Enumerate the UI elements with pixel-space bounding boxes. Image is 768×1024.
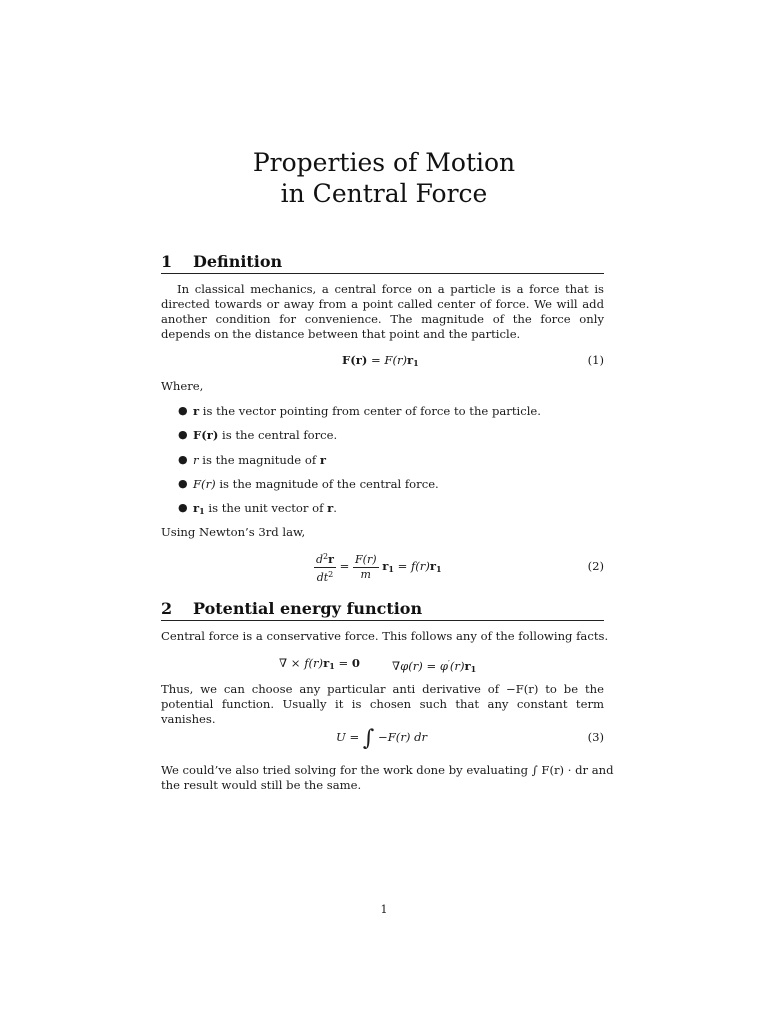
equation-1-number: (1) [587, 353, 604, 367]
eq3-lhs: U [336, 730, 346, 744]
equation-2-number: (2) [587, 559, 604, 573]
bullet-5-text: is the unit vector of [204, 501, 328, 515]
eq2-force-over-mass: $\frac{F(r)}{m}$ [355, 552, 377, 581]
bullet-3-text: is the magnitude of [198, 453, 320, 467]
eq1-lhs: F(r) [342, 353, 368, 367]
curl-equation: ∇ × $f(r)r_1 = 0$ [279, 656, 360, 671]
bullet-1-symbol: r [193, 404, 200, 418]
page-number: 1 [380, 903, 388, 916]
eq2-second-derivative: $\frac{d^2r}{dt^2}$ [316, 551, 334, 584]
eq2-f-of-r: f(r) [410, 559, 430, 573]
paper-title [0, 147, 768, 209]
section-1-number: 1 [161, 252, 173, 271]
equation-3: U = ∫ −F(r) dr [336, 726, 428, 751]
section-1-title: Definition [193, 252, 283, 271]
section-2-number: 2 [161, 599, 173, 618]
bullet-2-text: is the central force. [218, 428, 338, 442]
work-paragraph-line-2: the result would still be the same. [161, 778, 362, 792]
bullet-3-tail: r [319, 453, 326, 467]
integral-sign: ∫ [362, 726, 375, 751]
where-label: Where, [161, 379, 204, 393]
eq1-unit-vector: r [407, 353, 414, 367]
title-line-1: Properties of Motion [252, 148, 516, 177]
section-2-rule [161, 620, 604, 621]
eq2-equals-1: = [335, 559, 354, 573]
eq3-integrand: −F(r) dr [378, 730, 428, 744]
bullet-5-tail: r [327, 501, 334, 515]
bullet-1-text: is the vector pointing from center of force to the particle. [199, 404, 541, 418]
potential-text: Thus, we can choose any particular anti derivative of −F(r) to be the potential function. Usually it is chosen such that any constant term vanishes. [161, 682, 604, 726]
bullet-5-subscript: 1 [199, 506, 205, 516]
newton-line: Using Newton’s 3rd law, [161, 525, 306, 539]
definition-paragraph [161, 282, 604, 342]
bullet-4-text: is the magnitude of the central force. [215, 477, 439, 491]
bullet-4-symbol: F(r) [193, 477, 216, 491]
eq2-equals-2: = [393, 559, 411, 573]
section-1-rule [161, 273, 604, 274]
eq1-magnitude: F(r) [384, 353, 408, 367]
section-2-title: Potential energy function [193, 599, 423, 618]
definition-text: In classical mechanics, a central force on a particle is a force that is directed towards or away from a point called center of force. We will add another condition for convenience. The magnitude of the force only depends on the distance between that point and the particle. [161, 282, 604, 341]
eq1-subscript: 1 [413, 358, 419, 368]
section-2-heading [161, 599, 604, 619]
eq1-equals: = [367, 353, 385, 367]
gradient-equation: $\nabla\varphi(r) = \varphi'(r)r_1$ [392, 659, 477, 674]
section-1-heading [161, 252, 604, 272]
bullet-5-period: . [333, 501, 337, 515]
conservative-line: Central force is a conservative force. This follows any of the following facts. [161, 629, 609, 643]
equation-1 [342, 353, 419, 371]
bullet-5-symbol: r [193, 501, 200, 515]
eq2-unit-vector: r [382, 559, 389, 573]
equation-3-number: (3) [587, 730, 604, 744]
bullet-2-symbol: F(r) [193, 428, 219, 442]
title-line-2: in Central Force [280, 179, 488, 208]
work-paragraph-line-1: We could’ve also tried solving for the work done by evaluating ∫ F(r) · dr and [161, 763, 614, 777]
potential-paragraph [161, 682, 604, 727]
equation-2: $\frac{d^2r}{dt^2}$ = $\frac{F(r)}{m}$ $r_1 = f(r)r_1$ [316, 551, 442, 584]
bullet-3-symbol: r [193, 453, 199, 467]
